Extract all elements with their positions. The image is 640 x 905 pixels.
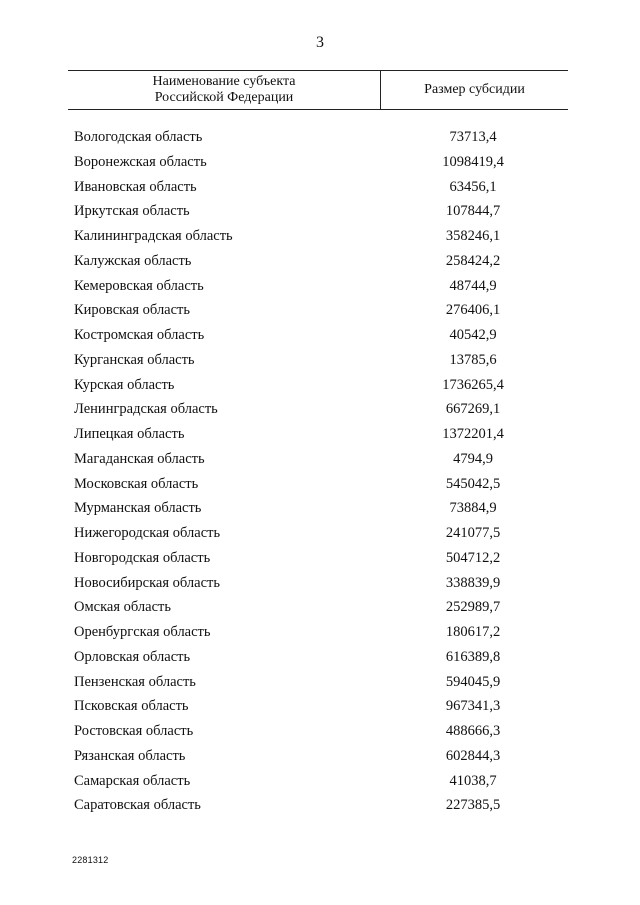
- region-name: Омская область: [74, 599, 171, 616]
- region-name: Пензенская область: [74, 673, 196, 690]
- region-name: Костромская область: [74, 327, 205, 343]
- table-row: [0, 177, 640, 202]
- table-row: [0, 795, 640, 820]
- subsidy-amount: 1098419,4: [442, 153, 504, 170]
- subsidy-amount: 4794,9: [453, 450, 493, 467]
- region-name: Оренбургская область: [74, 624, 211, 640]
- subsidy-amount: 594045,9: [445, 673, 501, 690]
- region-name: Орловская область: [74, 648, 191, 665]
- subsidy-amount: 13785,6: [449, 351, 497, 368]
- region-name: Магаданская область: [74, 450, 205, 467]
- region-name: Калининградская область: [74, 228, 233, 244]
- subsidy-amount: 258424,2: [445, 252, 501, 269]
- region-name: Липецкая область: [74, 426, 185, 442]
- region-name: Воронежская область: [74, 153, 207, 170]
- subsidy-amount: 252989,7: [445, 599, 501, 616]
- table-row: [0, 152, 640, 177]
- table-row: [0, 226, 640, 251]
- column-header-subsidy-amount: Размер субсидии: [424, 82, 525, 97]
- table-row: [0, 127, 640, 152]
- subsidy-amount: 358246,1: [445, 228, 501, 244]
- table-row: [0, 548, 640, 573]
- region-name: Нижегородская область: [74, 525, 221, 541]
- table-row: [0, 474, 640, 499]
- region-name: Новгородская область: [74, 549, 211, 566]
- table-row: [0, 201, 640, 226]
- region-name: Курская область: [74, 376, 175, 393]
- table-row: [0, 498, 640, 523]
- table-row: [0, 375, 640, 400]
- subsidy-amount: 107844,7: [445, 203, 501, 220]
- document-code: 2281312: [72, 855, 109, 865]
- table-row: [0, 424, 640, 449]
- region-name: Курганская область: [74, 351, 195, 368]
- subsidy-amount: 73884,9: [449, 500, 497, 517]
- region-name: Иркутская область: [74, 203, 190, 220]
- region-name: Мурманская область: [74, 500, 202, 517]
- table-row: [0, 276, 640, 301]
- subsidy-amount: 241077,5: [445, 525, 501, 541]
- subsidy-amount: 967341,3: [445, 698, 501, 715]
- subsidy-amount: 73713,4: [449, 129, 497, 145]
- region-name: Калужская область: [74, 252, 192, 269]
- subsidy-amount: 545042,5: [445, 475, 501, 492]
- table-header: [68, 70, 568, 110]
- region-name: Кировская область: [74, 302, 191, 319]
- subsidy-amount: 180617,2: [445, 624, 501, 640]
- region-name: Ленинградская область: [74, 401, 218, 418]
- subsidy-amount: 276406,1: [445, 302, 501, 319]
- region-name: Вологодская область: [74, 129, 203, 145]
- region-name: Ростовская область: [74, 723, 194, 739]
- table-row: [0, 647, 640, 672]
- region-name: Саратовская область: [74, 797, 201, 814]
- region-name: Новосибирская область: [74, 574, 220, 591]
- region-name: Рязанская область: [74, 747, 186, 764]
- subsidy-amount: 667269,1: [445, 401, 501, 418]
- table-row: [0, 399, 640, 424]
- table-row: [0, 523, 640, 548]
- table-row: [0, 350, 640, 375]
- table-row: [0, 300, 640, 325]
- table-row: [0, 449, 640, 474]
- subsidy-amount: 48744,9: [449, 277, 497, 294]
- table-row: [0, 573, 640, 598]
- subsidy-amount: 227385,5: [445, 797, 501, 814]
- subsidy-amount: 41038,7: [449, 772, 497, 789]
- subsidy-amount: 602844,3: [445, 747, 501, 764]
- table-row: [0, 597, 640, 622]
- table-row: [0, 746, 640, 771]
- region-name: Псковская область: [74, 698, 189, 715]
- subsidy-amount: 504712,2: [445, 549, 501, 566]
- region-name: Кемеровская область: [74, 277, 204, 294]
- table-row: [0, 696, 640, 721]
- table-row: [0, 251, 640, 276]
- subsidy-amount: 616389,8: [445, 648, 501, 665]
- subsidy-amount: 40542,9: [449, 327, 497, 343]
- subsidy-amount: 63456,1: [449, 178, 497, 195]
- subsidy-amount: 488666,3: [445, 723, 501, 739]
- table-row: [0, 622, 640, 647]
- table-row: [0, 721, 640, 746]
- region-name: Ивановская область: [74, 178, 197, 195]
- column-header-region-name-line2: Российской Федерации: [154, 90, 294, 105]
- subsidy-amount: 1736265,4: [442, 376, 504, 393]
- table-row: [0, 672, 640, 697]
- region-name: Московская область: [74, 475, 199, 492]
- table-row: [0, 325, 640, 350]
- page-number: 3: [316, 34, 324, 51]
- table-body: [0, 127, 640, 820]
- subsidy-amount: 1372201,4: [442, 426, 504, 442]
- table-row: [0, 771, 640, 796]
- column-header-region-name-line1: Наименование субъекта: [152, 74, 296, 89]
- subsidy-amount: 338839,9: [445, 574, 501, 591]
- region-name: Самарская область: [74, 772, 191, 789]
- column-header-region-name: [68, 71, 381, 109]
